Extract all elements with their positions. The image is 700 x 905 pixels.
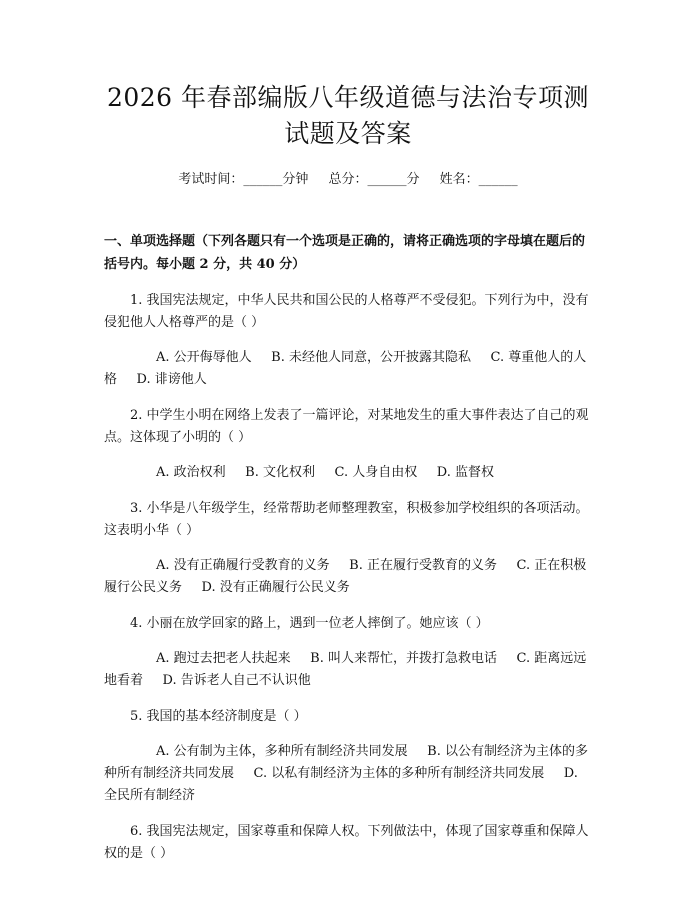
question-2: [104, 405, 592, 484]
option-d: D. 告诉老人自己不认识他: [162, 673, 311, 688]
option-a: A. 政治权利: [156, 465, 226, 480]
question-stem: 5. 我国的基本经济制度是（ ）: [130, 709, 307, 724]
question-6: [104, 821, 592, 865]
option-b: B. 未经他人同意，公开披露其隐私: [271, 350, 471, 365]
option-c: C. 人身自由权: [334, 465, 418, 480]
option-c: C. 以私有制经济为主体的多种所有制经济共同发展: [253, 766, 545, 781]
option-b: B. 文化权利: [245, 465, 315, 480]
document-title: 2026 年春部编版八年级道德与法治专项测试题及答案: [106, 83, 590, 148]
option-c: C. 正在积极履行公民义务: [104, 558, 587, 595]
option-b: B. 叫人来帮忙，并拨打急救电话: [310, 651, 497, 666]
option-b: B. 正在履行受教育的义务: [349, 558, 497, 573]
question-4: [104, 613, 592, 692]
question-stem: 3. 小华是八年级学生，经常帮助老师整理教室，积极参加学校组织的各项活动。这表明小华（ ）: [104, 501, 589, 538]
exam-time-field: 考试时间：______分钟: [178, 172, 309, 187]
question-stem: 2. 中学生小明在网络上发表了一篇评论，对某地发生的重大事件表达了自己的观点。这体现了小明的（ ）: [104, 408, 589, 445]
question-stem: 6. 我国宪法规定，国家尊重和保障人权。下列做法中，体现了国家尊重和保障人权的是（ ）: [104, 824, 589, 861]
option-c: C. 距离远远地看着: [104, 651, 587, 688]
question-options: [104, 462, 592, 484]
question-options: [104, 555, 592, 599]
question-stem: 4. 小丽在放学回家的路上，遇到一位老人摔倒了。她应该（ ）: [130, 616, 489, 631]
question-stem: 1. 我国宪法规定，中华人民共和国公民的人格尊严不受侵犯。下列行为中，没有侵犯他人人格尊严的是（ ）: [104, 293, 589, 330]
question-options: [104, 648, 592, 692]
question-5: [104, 706, 592, 807]
option-d: D. 诽谤他人: [136, 372, 207, 387]
option-c: C. 尊重他人的人格: [104, 350, 587, 387]
option-a: A. 公有制为主体，多种所有制经济共同发展: [156, 744, 408, 759]
option-d: D. 全民所有制经济: [104, 766, 578, 803]
option-b: B. 以公有制经济为主体的多种所有制经济共同发展: [104, 744, 588, 781]
question-options: [104, 741, 592, 807]
section-heading: 一、单项选择题（下列各题只有一个选项是正确的，请将正确选项的字母填在题后的括号内。每小题 2 分，共 40 分）: [104, 234, 586, 272]
question-1: [104, 290, 592, 391]
exam-info-line: [104, 170, 592, 190]
option-a: A. 没有正确履行受教育的义务: [156, 558, 330, 573]
option-a: A. 跑过去把老人扶起来: [156, 651, 291, 666]
option-d: D. 监督权: [436, 465, 494, 480]
question-3: [104, 498, 592, 599]
total-score-field: 总分：______分: [328, 172, 420, 187]
option-d: D. 没有正确履行公民义务: [201, 580, 350, 595]
option-a: A. 公开侮辱他人: [156, 350, 252, 365]
question-options: [104, 347, 592, 391]
student-name-field: 姓名：______: [439, 172, 518, 187]
